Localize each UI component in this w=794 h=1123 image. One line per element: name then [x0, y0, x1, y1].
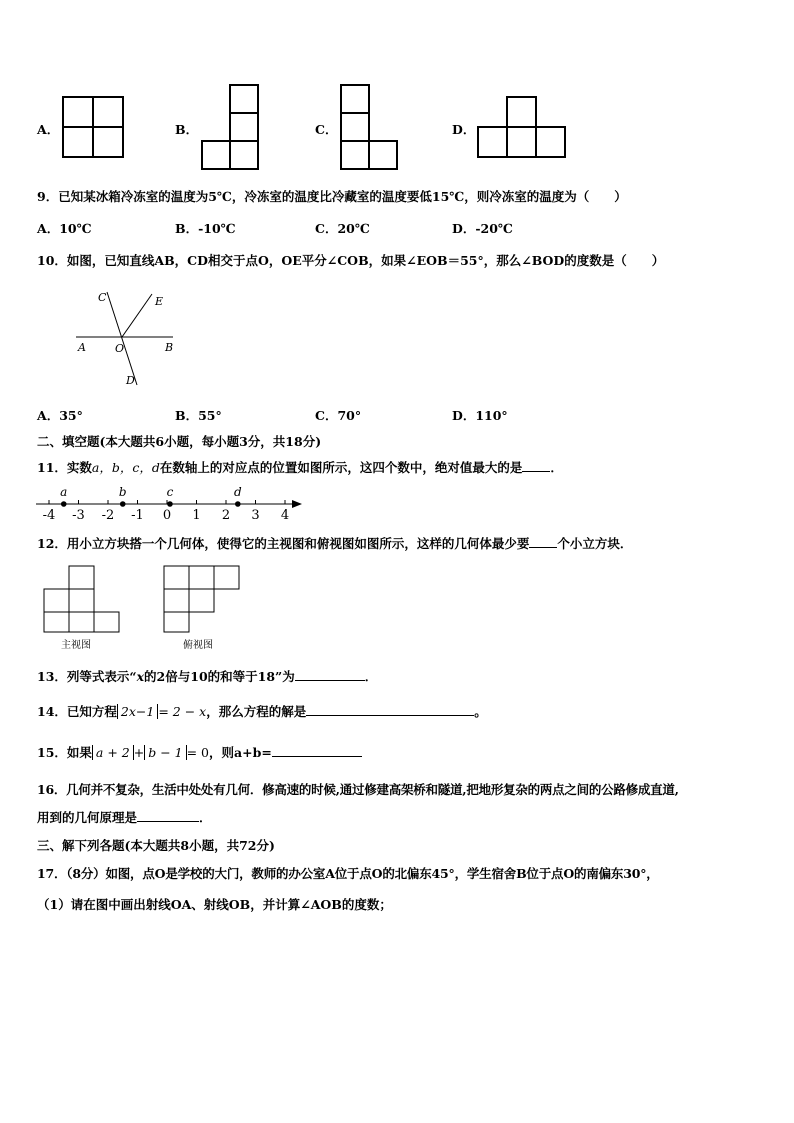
tick-label: -3	[72, 508, 85, 522]
q15-stem	[37, 743, 362, 761]
q15-plus: +	[133, 745, 145, 760]
point-c	[167, 501, 173, 507]
q14-text-c: 。	[474, 704, 487, 719]
cube-face	[69, 566, 94, 589]
q8-option-b-label: B．	[175, 122, 199, 137]
axis-arrow	[292, 500, 302, 508]
q9-option-a: A．10℃	[37, 221, 92, 236]
cube-face	[230, 85, 258, 113]
q15-text-b: ，则a+b=	[209, 745, 272, 760]
tick-label: -4	[42, 508, 56, 522]
cube-face	[164, 566, 189, 589]
point-label-d: d	[233, 485, 242, 499]
section-2-heading: 二、填空题(本大题共6小题，每小题3分，共18分)	[37, 434, 322, 449]
q12-text-a: 12．用小立方块搭一个几何体，使得它的主视图和俯视图如图所示，这样的几何体最少要	[37, 536, 530, 551]
q15-text-a: 15．如果	[37, 745, 92, 760]
cube-face	[189, 566, 214, 589]
q11-text-c: ．	[550, 460, 563, 475]
cube-face	[214, 566, 239, 589]
q12-front-view	[40, 563, 125, 633]
q14-abs-expression: 2x−1	[117, 704, 158, 719]
point-label-c: c	[166, 485, 174, 499]
cube-face	[63, 127, 93, 157]
q11-vars: a，b，c，d	[91, 460, 160, 475]
q14-text-a: 14．已知方程	[37, 704, 117, 719]
tick-label: 2	[221, 508, 231, 522]
q14-stem	[37, 702, 487, 720]
tick-label: 4	[280, 508, 290, 522]
cube-face	[478, 127, 507, 157]
cube-face	[341, 85, 369, 113]
cube-face	[230, 141, 258, 169]
q16-text: 用到的几何原理是	[37, 810, 138, 825]
q16-text-end: ．	[199, 810, 212, 825]
label-o: O	[115, 342, 125, 355]
cube-face	[369, 141, 397, 169]
q9-option-d: D．-20℃	[452, 221, 513, 236]
q10-option-c: C．70°	[315, 408, 362, 423]
line-cd	[107, 292, 137, 385]
cube-face	[44, 589, 69, 612]
q9-option-c: C．20℃	[315, 221, 370, 236]
q8-option-a-label: A．	[37, 122, 60, 137]
cube-face	[94, 612, 119, 632]
cube-face	[164, 612, 189, 632]
tick-label: 3	[251, 508, 260, 522]
q14-answer-blank[interactable]	[306, 703, 474, 716]
q12-stem	[37, 534, 632, 552]
q15-eq-rhs: = 0	[186, 745, 209, 760]
cube-face	[507, 127, 536, 157]
q17-stem: 17．（8分）如图，点O是学校的大门，教师的办公室A位于点O的北偏东45°，学生宿舍B位于点O的南偏东30°，	[37, 866, 659, 881]
q9-stem: 9．已知某冰箱冷冻室的温度为5℃，冷冻室的温度比冷藏室的温度要低15℃，则冷冻室的温度为（ ）	[37, 189, 627, 204]
q15-answer-blank[interactable]	[272, 744, 362, 757]
point-label-a: a	[60, 485, 68, 499]
q15-abs-2: b − 1	[144, 745, 186, 760]
q13-stem	[37, 667, 377, 685]
q11-text-b: 在数轴上的对应点的位置如图所示，这四个数中，绝对值最大的是	[159, 460, 523, 475]
cube-face	[93, 127, 123, 157]
q10-figure	[70, 284, 185, 390]
tick-label: 1	[192, 508, 201, 522]
q13-text-c: ．	[364, 669, 378, 684]
q12-answer-blank[interactable]	[529, 535, 557, 548]
q16-line-1: 16．几何并不复杂，生活中处处有几何．修高速的时候,通过修建高架桥和隧道,把地形复杂的两点之间的公路修成直道,	[37, 782, 679, 797]
q14-eq-rhs: = 2 − x	[158, 704, 207, 719]
q16-line-2	[37, 808, 212, 826]
tick-label: 0	[162, 508, 172, 522]
cube-face	[93, 97, 123, 127]
q10-option-d: D．110°	[452, 408, 508, 423]
cube-face	[44, 612, 69, 632]
q8-option-b-figure	[200, 84, 264, 172]
cube-face	[507, 97, 536, 127]
q11-answer-blank[interactable]	[522, 459, 550, 472]
q14-text-b: ，那么方程的解是	[206, 704, 307, 719]
point-b	[120, 501, 126, 507]
label-d: D	[126, 374, 135, 387]
q10-option-a: A．35°	[37, 408, 83, 423]
q8-option-a-figure	[62, 96, 126, 160]
cube-face	[69, 612, 94, 632]
q12-front-view-label: 主视图	[61, 640, 91, 651]
q8-option-c-label: C．	[315, 122, 338, 137]
point-d	[235, 501, 241, 507]
q11-number-line	[34, 480, 304, 522]
q15-abs-1: a + 2	[92, 745, 134, 760]
label-e: E	[155, 295, 164, 308]
q17-sub-1: （1）请在图中画出射线OA、射线OB，并计算∠AOB的度数；	[37, 897, 392, 912]
cube-face	[341, 113, 369, 141]
q13-var: x	[136, 669, 145, 684]
q8-option-d-figure	[477, 96, 569, 160]
cube-face	[230, 113, 258, 141]
cube-face	[69, 589, 94, 612]
ray-oe	[122, 294, 152, 337]
label-b: B	[165, 341, 174, 354]
q16-answer-blank[interactable]	[137, 809, 199, 822]
cube-face	[189, 589, 214, 612]
q10-option-b: B．55°	[175, 408, 222, 423]
q12-top-view-label: 俯视图	[183, 640, 213, 651]
q13-text-b: 的2倍与10的和等于18”为	[144, 669, 295, 684]
q8-option-c-figure	[339, 84, 403, 172]
q10-stem: 10．如图，已知直线AB，CD相交于点O，OE平分∠COB，如果∠EOB＝55°，那么∠BOD的度数是（ ）	[37, 253, 665, 268]
point-label-b: b	[118, 485, 127, 499]
cube-face	[536, 127, 565, 157]
cube-face	[63, 97, 93, 127]
cube-face	[164, 589, 189, 612]
tick-label: -2	[101, 508, 115, 522]
q9-option-b: B．-10℃	[175, 221, 236, 236]
q11-stem	[37, 458, 563, 476]
q13-answer-blank[interactable]	[295, 668, 365, 681]
q12-top-view	[160, 563, 245, 633]
tick-label: -1	[131, 508, 144, 522]
q11-text-a: 11．实数	[37, 460, 92, 475]
label-a: A	[78, 341, 86, 354]
cube-face	[341, 141, 369, 169]
q8-option-d-label: D．	[452, 122, 476, 137]
point-a	[61, 501, 67, 507]
section-3-heading: 三、解下列各题(本大题共8小题，共72分)	[37, 838, 275, 853]
q13-text-a: 13．列等式表示“	[37, 669, 137, 684]
label-c: C	[98, 291, 107, 304]
q12-text-b: 个小立方块．	[557, 536, 633, 551]
cube-face	[202, 141, 230, 169]
